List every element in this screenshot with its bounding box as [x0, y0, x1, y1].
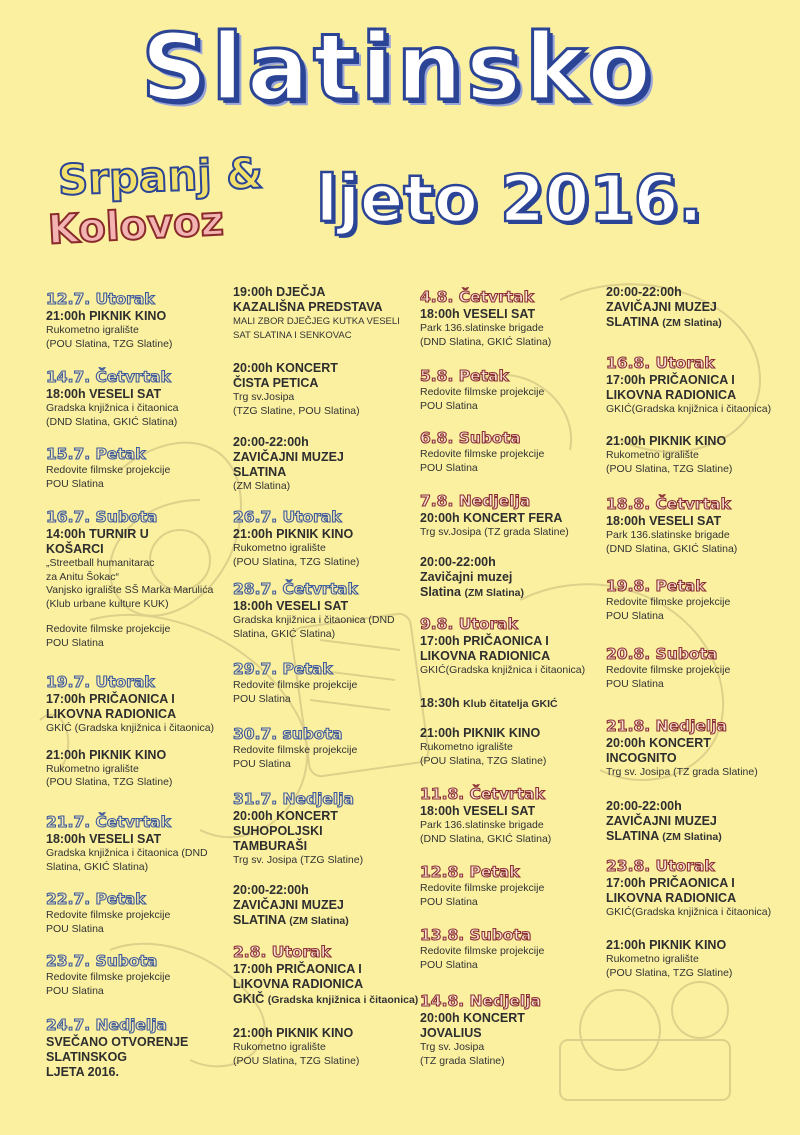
event-detail: GKIĆ(Gradska knjižnica i čitaonica) — [420, 664, 586, 676]
event-detail: Trg sv.Josipa — [233, 391, 295, 403]
event-entry — [46, 368, 234, 429]
event-date: 14.7. Četvrtak — [46, 368, 171, 386]
event-title: 21:00h PIKNIK KINO — [233, 527, 354, 541]
event-title: SLATINSKOG — [46, 1050, 128, 1064]
event-title: KAZALIŠNA PREDSTAVA — [233, 300, 383, 314]
event-detail: Redovite filmske projekcije — [46, 623, 171, 635]
poster-title: Slatinsko — [141, 14, 655, 121]
event-entry — [233, 790, 421, 868]
event-entry — [606, 285, 794, 331]
event-title: KOŠARCI — [46, 542, 104, 556]
months-kolovoz: Kolovoz — [46, 198, 225, 254]
event-detail: Redovite filmske projekcije — [420, 448, 545, 460]
event-detail: Rukometno igralište — [46, 762, 139, 775]
event-title: 20:00h KONCERT — [606, 736, 711, 750]
event-title: 18:00h VESELI SAT — [420, 804, 536, 818]
event-title: 19:00h DJEČJA — [233, 285, 326, 299]
event-title: 20:00h KONCERT — [233, 809, 338, 823]
event-date: 16.8. Utorak — [606, 354, 715, 372]
event-date: 24.7. Nedjelja — [46, 1016, 168, 1034]
event-title: 17:00h PRIČAONICA I — [233, 962, 362, 976]
event-title: 17:00h PRIČAONICA I — [420, 634, 549, 648]
event-detail: POU Slatina — [606, 677, 664, 690]
event-title: 18:00h VESELI SAT — [233, 599, 349, 613]
event-title: ZAVIČAJNI MUZEJ — [233, 898, 344, 912]
event-title: Slatina (ZM Slatina) — [420, 585, 524, 599]
event-date: 21.7. Četvrtak — [46, 813, 171, 831]
event-entry — [606, 434, 794, 476]
event-title: SUHOPOLJSKI — [233, 824, 323, 838]
event-detail: GKIĆ(Gradska knjižnica i čitaonica) — [606, 403, 772, 415]
event-title: 17:00h PRIČAONICA I — [606, 876, 735, 890]
event-date: 20.8. Subota — [606, 645, 718, 663]
event-title: 20:00-22:00h — [606, 799, 682, 813]
event-title: LIKOVNA RADIONICA — [606, 388, 737, 402]
event-title: Zavičajni muzej — [420, 570, 513, 584]
event-date: 18.8. Četvrtak — [606, 495, 731, 513]
event-entry — [606, 495, 794, 556]
event-entry — [606, 799, 794, 845]
event-title: 18:00h VESELI SAT — [606, 514, 722, 528]
event-detail: (POU Slatina, TZG Slatine) — [420, 754, 547, 767]
event-date: 31.7. Nedjelja — [233, 790, 355, 808]
event-title: 21:00h PIKNIK KINO — [46, 309, 167, 323]
event-entry — [606, 645, 794, 691]
event-detail: (POU Slatina, TZG Slatine) — [233, 1054, 360, 1067]
event-date: 23.7. Subota — [46, 952, 158, 970]
event-entry — [46, 813, 234, 874]
event-entry — [233, 508, 421, 569]
event-date: 2.8. Utorak — [233, 943, 331, 961]
event-title: SLATINA — [233, 465, 287, 479]
event-date: 12.8. Petak — [420, 863, 520, 881]
event-title: 20:00-22:00h — [606, 285, 682, 299]
event-entry — [46, 508, 234, 650]
event-detail: POU Slatina — [233, 757, 291, 770]
event-title: LIKOVNA RADIONICA — [233, 977, 364, 991]
event-date: 21.8. Nedjelja — [606, 717, 728, 735]
event-detail: POU Slatina — [606, 609, 664, 622]
event-entry — [420, 492, 608, 540]
event-detail: Gradska knjižnica i čitaonica (DND — [233, 614, 395, 626]
event-entry — [46, 890, 234, 936]
event-detail: Trg sv.Josipa (TZ grada Slatine) — [420, 526, 569, 538]
event-detail: POU Slatina — [420, 958, 478, 971]
event-detail: MALI ZBOR DJEČJEG KUTKA VESELI — [233, 316, 400, 327]
event-detail: Rukometno igralište — [606, 449, 699, 461]
event-date: 16.7. Subota — [46, 508, 158, 526]
event-entry — [420, 726, 608, 768]
event-detail: (DND Slatina, GKIĆ Slatina) — [606, 542, 738, 555]
event-entry — [606, 938, 794, 980]
event-title: 21:00h PIKNIK KINO — [46, 747, 167, 762]
event-date: 15.7. Petak — [46, 445, 146, 463]
event-detail: Redovite filmske projekcije — [420, 386, 545, 398]
event-entry — [606, 717, 794, 780]
event-title: JOVALIUS — [420, 1026, 482, 1040]
event-entry — [420, 785, 608, 846]
event-detail: (DND Slatina, GKIĆ Slatina) — [46, 415, 178, 428]
poster-subtitle: ljeto 2016. — [316, 163, 703, 237]
event-detail: (DND Slatina, GKIĆ Slatina) — [420, 832, 552, 845]
event-detail: POU Slatina — [46, 477, 104, 490]
event-title: 18:30h Klub čitatelja GKIĆ — [420, 696, 558, 710]
event-entry — [420, 288, 608, 349]
event-entry — [46, 445, 234, 491]
event-detail: (POU Slatina, TZG Slatine) — [606, 462, 733, 475]
event-title: ZAVIČAJNI MUZEJ — [606, 814, 717, 828]
event-title: LIKOVNA RADIONICA — [606, 891, 737, 905]
event-title: INCOGNITO — [606, 751, 677, 765]
event-detail: Gradska knjižnica i čitaonica (DND — [46, 847, 208, 859]
event-detail: (Klub urbane kulture KUK) — [46, 597, 169, 610]
event-date: 7.8. Nedjelja — [420, 492, 531, 510]
event-entry — [46, 290, 234, 351]
event-detail: Park 136.slatinske brigade — [420, 322, 544, 334]
event-entry — [420, 926, 608, 972]
event-title: SLATINA (ZM Slatina) — [606, 829, 722, 843]
event-entry — [233, 435, 421, 494]
event-title: 21:00h PIKNIK KINO — [606, 434, 727, 448]
event-entry — [420, 992, 608, 1068]
event-title: LIKOVNA RADIONICA — [420, 649, 551, 663]
event-title: ZAVIČAJNI MUZEJ — [233, 450, 344, 464]
event-date: 11.8. Četvrtak — [420, 785, 545, 803]
event-entry — [233, 1026, 421, 1068]
event-title: SLATINA (ZM Slatina) — [606, 315, 722, 329]
event-date: 22.7. Petak — [46, 890, 146, 908]
event-detail: POU Slatina — [46, 922, 104, 935]
event-detail: Redovite filmske projekcije — [46, 971, 171, 983]
event-entry — [233, 285, 421, 342]
event-date: 26.7. Utorak — [233, 508, 342, 526]
event-entry — [233, 361, 421, 418]
event-detail: Redovite filmske projekcije — [46, 909, 171, 921]
event-detail: Klub čitatelja GKIĆ — [463, 698, 558, 710]
event-detail: (POU Slatina, TZG Slatine) — [46, 776, 173, 788]
event-detail: (POU Slatina, TZG Slatine) — [46, 337, 173, 350]
event-title: 14:00h TURNIR U — [46, 527, 149, 541]
event-date: 6.8. Subota — [420, 429, 521, 447]
event-title: 20:00-22:00h — [233, 435, 309, 449]
event-title: 17:00h PRIČAONICA I — [606, 373, 735, 387]
event-title: 20:00-22:00h — [233, 883, 309, 897]
event-date: 28.7. Četvrtak — [233, 580, 358, 598]
event-detail: (TZ grada Slatine) — [420, 1054, 505, 1067]
event-entry — [46, 1016, 234, 1080]
event-detail: Park 136.slatinske brigade — [606, 529, 730, 541]
event-date: 19.8. Petak — [606, 577, 706, 595]
event-detail: Redovite filmske projekcije — [606, 596, 731, 608]
event-detail: Trg sv. Josipa (TZG Slatine) — [233, 854, 364, 866]
event-title: 18:00h VESELI SAT — [46, 387, 162, 401]
event-title: LJETA 2016. — [46, 1065, 119, 1079]
event-detail: POU Slatina — [233, 692, 291, 705]
event-detail: GKIĆ (Gradska knjižnica i čitaonica) — [46, 722, 215, 734]
event-entry — [420, 555, 608, 601]
event-title: SLATINA (ZM Slatina) — [233, 913, 349, 927]
event-date: 13.8. Subota — [420, 926, 532, 944]
event-date: 4.8. Četvrtak — [420, 288, 534, 306]
event-detail: SAT SLATINA I SENKOVAC — [233, 329, 352, 341]
event-title: 20:00h KONCERT FERA — [420, 511, 563, 525]
event-detail: (ZM Slatina) — [289, 915, 349, 927]
event-entry — [233, 943, 421, 1008]
event-detail: (DND Slatina, GKIĆ Slatina) — [420, 335, 552, 348]
event-entry — [606, 857, 794, 920]
event-detail: Rukometno igralište — [606, 953, 699, 965]
event-title: 20:00-22:00h — [420, 555, 496, 569]
event-title: LIKOVNA RADIONICA — [46, 707, 177, 721]
event-detail: (TZG Slatine, POU Slatina) — [233, 404, 360, 417]
event-detail: POU Slatina — [420, 895, 478, 908]
event-detail: za Anitu Šokac“ — [46, 570, 119, 583]
event-detail: POU Slatina — [420, 461, 478, 474]
event-title: GKIČ (Gradska knjižnica i čitaonica) — [233, 992, 419, 1006]
event-detail: (ZM Slatina) — [233, 480, 291, 492]
event-entry — [46, 952, 234, 998]
event-entry — [420, 696, 608, 712]
event-detail: (ZM Slatina) — [662, 831, 722, 843]
event-detail: Trg sv. Josipa (TZ grada Slatine) — [606, 766, 758, 778]
event-title: 17:00h PRIČAONICA I — [46, 692, 175, 706]
event-date: 9.8. Utorak — [420, 615, 518, 633]
event-detail: (POU Slatina, TZG Slatine) — [233, 555, 360, 568]
event-detail: Trg sv. Josipa — [420, 1041, 485, 1053]
event-detail: (ZM Slatina) — [464, 587, 524, 599]
event-title: ČISTA PETICA — [233, 376, 319, 390]
event-detail: Redovite filmske projekcije — [233, 679, 358, 691]
event-entry — [420, 615, 608, 678]
event-date: 23.8. Utorak — [606, 857, 715, 875]
event-detail: Rukometno igralište — [233, 1041, 326, 1053]
event-detail: POU Slatina — [420, 399, 478, 412]
event-detail: (Gradska knjižnica i čitaonica) — [267, 994, 419, 1006]
event-date: 19.7. Utorak — [46, 673, 155, 691]
event-detail: POU Slatina — [46, 636, 104, 649]
event-title: 18:00h VESELI SAT — [420, 307, 536, 321]
event-detail: GKIĆ(Gradska knjižnica i čitaonica) — [606, 906, 772, 918]
event-detail: Slatina, GKIĆ Slatina) — [46, 860, 149, 873]
event-detail: Rukometno igralište — [420, 741, 513, 753]
event-detail: Slatina, GKIĆ Slatina) — [233, 627, 336, 640]
event-entry — [420, 429, 608, 475]
event-title: ZAVIČAJNI MUZEJ — [606, 300, 717, 314]
event-title: TAMBURAŠI — [233, 839, 308, 853]
event-detail: Vanjsko igralište SŠ Marka Marulića — [46, 584, 214, 596]
event-title: 20:00h KONCERT — [420, 1011, 525, 1025]
event-entry — [233, 660, 421, 706]
event-detail: „Streetball humanitarac — [46, 557, 155, 569]
event-detail: Redovite filmske projekcije — [233, 744, 358, 756]
event-entry — [233, 580, 421, 641]
event-detail: (ZM Slatina) — [662, 317, 722, 329]
event-detail: Redovite filmske projekcije — [46, 464, 171, 476]
event-date: 14.8. Nedjelja — [420, 992, 542, 1010]
event-date: 29.7. Petak — [233, 660, 333, 678]
event-title: SVEČANO OTVORENJE — [46, 1035, 189, 1049]
event-date: 12.7. Utorak — [46, 290, 155, 308]
event-detail: Redovite filmske projekcije — [606, 664, 731, 676]
event-detail: Rukometno igralište — [46, 324, 139, 336]
event-entry — [420, 863, 608, 909]
event-date: 5.8. Petak — [420, 367, 509, 385]
event-entry — [46, 673, 234, 790]
event-entry — [606, 577, 794, 623]
event-detail: POU Slatina — [46, 984, 104, 997]
event-detail: (POU Slatina, TZG Slatine) — [606, 966, 733, 979]
event-title: 21:00h PIKNIK KINO — [420, 726, 541, 740]
event-entry — [420, 367, 608, 413]
event-detail: Rukometno igralište — [233, 542, 326, 554]
event-title: 20:00h KONCERT — [233, 361, 338, 375]
event-title: 21:00h PIKNIK KINO — [606, 938, 727, 952]
event-detail: Park 136.slatinske brigade — [420, 819, 544, 831]
event-detail: Redovite filmske projekcije — [420, 882, 545, 894]
event-entry — [233, 725, 421, 771]
months-srpanj: Srpanj & — [57, 148, 264, 205]
event-entry — [233, 883, 421, 929]
event-detail: Redovite filmske projekcije — [420, 945, 545, 957]
event-entry — [606, 354, 794, 417]
event-date: 30.7. subota — [233, 725, 343, 743]
event-title: 21:00h PIKNIK KINO — [233, 1026, 354, 1040]
event-title: 18:00h VESELI SAT — [46, 832, 162, 846]
event-detail: Gradska knjižnica i čitaonica — [46, 402, 179, 414]
